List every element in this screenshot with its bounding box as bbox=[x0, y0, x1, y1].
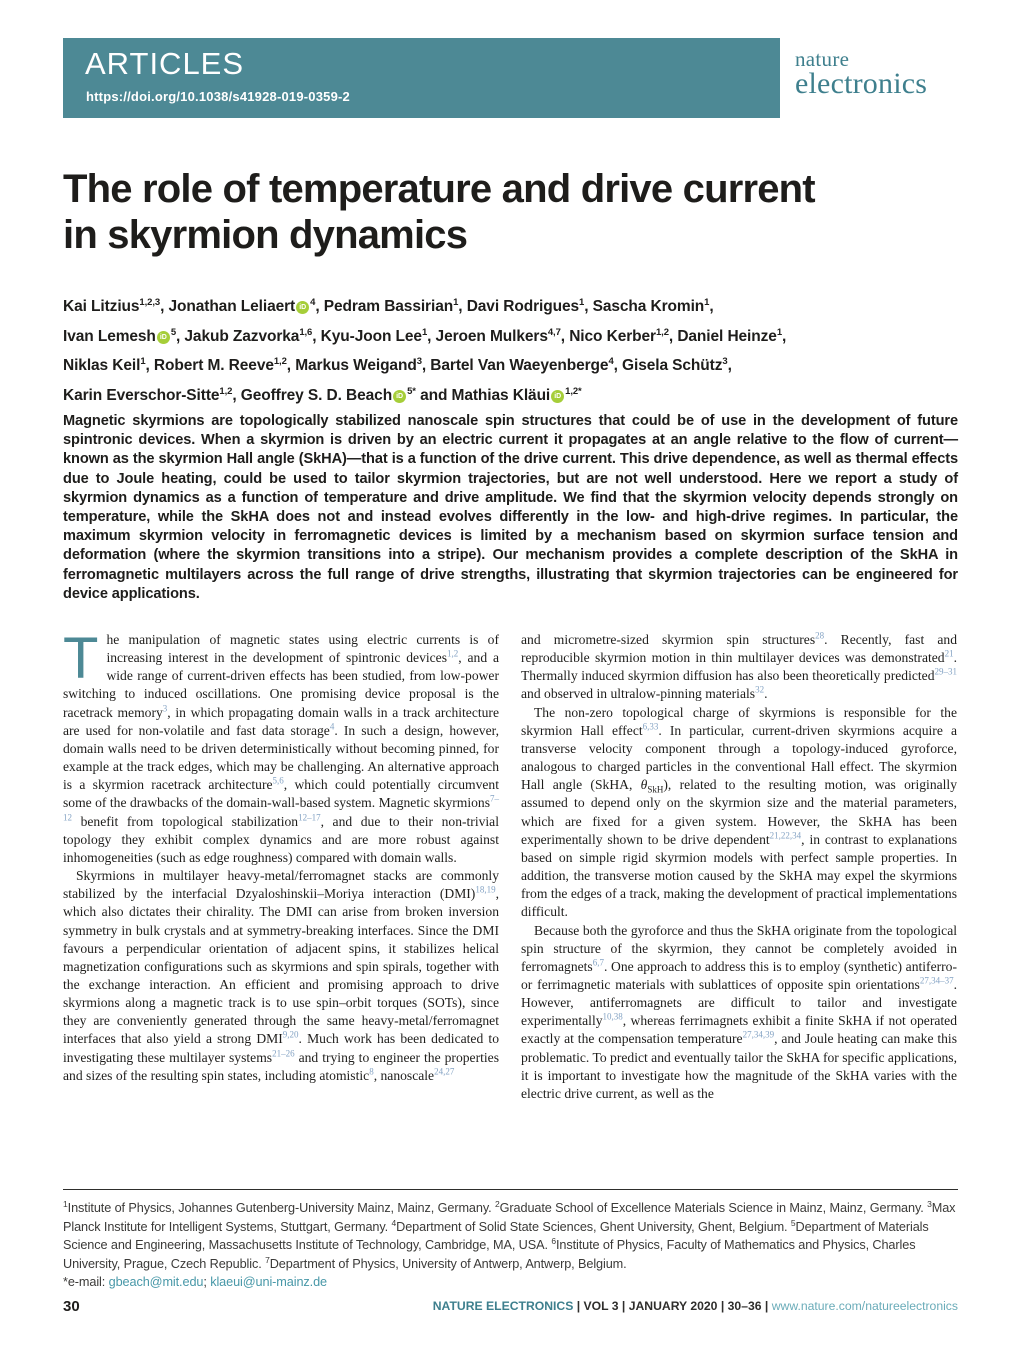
title-line-2: in skyrmion dynamics bbox=[63, 213, 468, 257]
page-title bbox=[63, 166, 958, 258]
body-columns bbox=[63, 631, 958, 1164]
email-line bbox=[63, 1273, 958, 1292]
title-line-1: The role of temperature and drive current bbox=[63, 167, 815, 211]
affiliations-footnote bbox=[63, 1199, 958, 1292]
footer-journal-url[interactable]: www.nature.com/natureelectronics bbox=[771, 1299, 958, 1313]
body-paragraph: and micrometre-sized skyrmion spin structures$^{28}$. Recently, fast and reproducible skyrmion motion in thin multilayer devices was demonstrated$^{21}$. Thermally induced skyrmion diffusion has also been theoretically predicted$^{29-31}$ and observed in ultralow-pinning materials$^{32}$. bbox=[521, 631, 957, 702]
orcid-icon: iD bbox=[296, 301, 309, 314]
body-column-left bbox=[63, 631, 499, 1164]
email-link-gbeach[interactable]: gbeach@mit.edu bbox=[108, 1275, 204, 1290]
footer-meta bbox=[433, 1299, 958, 1313]
body-paragraph bbox=[63, 631, 499, 867]
drop-cap: T bbox=[63, 631, 99, 691]
paragraph-text: he manipulation of magnetic states using electric currents is of increasing interest in the development of spintronic devices$^{1,2}$, and a wide range of current-driven effects has been studied, from low-power switching to induced oscillations. One promising device proposal is the racetrack memory$^3$, in which propagating domain walls in a track architecture are used for non-volatile and fast data storage$^4$. In such a design, however, domain walls need to be driven deterministically without becoming pinned, for example at the track edges, which may be challenging. An alternative approach is a skyrmion racetrack architecture$^{5,6}$, which could potentially circumvent some of the drawbacks of the domain-wall-based system. Magnetic skyrmions$^{7-12}$ benefit from topological stabilization$^{12-17}$, and due to their non-trivial topology they exhibit complex dynamics and are more robust against inhomogeneities (such as edge roughness) compared with domain walls. bbox=[63, 632, 499, 865]
orcid-icon: iD bbox=[157, 331, 170, 344]
article-type-label: ARTICLES bbox=[85, 46, 245, 81]
affiliations-text: $^1$Institute of Physics, Johannes Gutenberg-University Mainz, Mainz, Germany. $^2$Graduate School of Excellence Materials Science in Mainz, Mainz, Germany. $^3$Max Planck Institute for Intelligent Systems, Stuttgart, Germany. $^4$Department of Solid State Sciences, Ghent University, Ghent, Belgium. $^5$Department of Materials Science and Engineering, Massachusetts Institute of Technology, Cambridge, MA, USA. $^6$Institute of Physics, Faculty of Mathematics and Physics, Charles University, Prague, Czech Republic. $^7$Department of Physics, University of Antwerp, Antwerp, Belgium. bbox=[63, 1198, 956, 1271]
header-band bbox=[63, 38, 958, 118]
author-line: Niklas Keil$^1$, Robert M. Reeve$^{1,2}$, Markus Weigand$^3$, Bartel Van Waeyenberge$^4$, Gisela Schütz$^3$, bbox=[63, 356, 732, 375]
author-line: Ivan Lemesh iD $^5$, Jakub Zazvorka$^{1,6}$, Kyu-Joon Lee$^1$, Jeroen Mulkers$^{4,7}$, Nico Kerber$^{1,2}$, Daniel Heinze$^1$, bbox=[63, 326, 787, 345]
page-number: 30 bbox=[63, 1298, 80, 1315]
author-line: Karin Everschor-Sitte$^{1,2}$, Geoffrey S. D. Beach iD $^{5*}$ and Mathias Kläui iD $^{1,2*}$ bbox=[63, 385, 582, 405]
abstract: Magnetic skyrmions are topologically stabilized nanoscale spin structures that could be of use in the development of future spintronic devices. When a skyrmion is driven by an electric current it propagates at an angle relative to the flow of current—known as the skyrmion Hall angle (SkHA)—that is a function of the drive current. This drive dependence, as well as thermal effects due to Joule heating, could be used to tailor skyrmion trajectories, but are not well understood. Here we report a study of skyrmion dynamics as a function of temperature and drive amplitude. We find that the skyrmion velocity depends strongly on temperature, while the SkHA does not and instead evolves differently in the low- and high-drive regimes. In particular, the maximum skyrmion velocity in ferromagnetic devices is limited by a mechanism based on skyrmion surface tension and deformation (where the skyrmion transitions into a stripe). Our mechanism provides a complete description of the SkHA in ferromagnetic multilayers across the full range of drive strengths, illustrating that skyrmion trajectories can be engineered for device applications. bbox=[63, 413, 958, 602]
orcid-icon: iD bbox=[551, 390, 564, 403]
orcid-icon: iD bbox=[393, 390, 406, 403]
footer-issue-info: | VOL 3 | JANUARY 2020 | 30–36 | bbox=[573, 1299, 772, 1313]
email-link-klaeui[interactable]: klaeui@uni-mainz.de bbox=[210, 1275, 327, 1290]
author-list bbox=[63, 290, 958, 409]
body-paragraph: Because both the gyroforce and thus the SkHA originate from the topological spin structure of the skyrmion, they cannot be completely avoided in ferromagnets$^{6,7}$. One approach to address this is to employ (synthetic) antiferro- or ferrimagnetic materials with sublattices of opposite spin orientations$^{27,34-37}$. However, antiferromagnets are difficult to tailor and investigate experimentally$^{10,38}$, whereas ferrimagnets exhibit a finite SkHA if not operated exactly at the compensation temperature$^{27,34,39}$, and Joule heating can make this problematic. To predict and eventually tailor the SkHA for specific applications, it is important to investigate how the magnitude of the SkHA varies with the electric drive current, as well as the bbox=[521, 922, 957, 1101]
body-paragraph: Skyrmions in multilayer heavy-metal/ferromagnet stacks are commonly stabilized by the interfacial Dzyaloshinskii–Moriya interaction (DMI)$^{18,19}$, which also dictates their chirality. The DMI can arise from broken inversion symmetry in bulk crystals and at symmetry-breaking interfaces. Since the DMI favours a perpendicular orientation of adjacent spins, it stabilizes helical magnetization configurations such as skyrmions and spin spirals, together with the exchange interaction. An efficient and promising approach to drive skyrmions along a magnetic track is to use spin–orbit torques (SOTs), since they are conveniently generated through the same heavy-metal/ferromagnet interfaces that also yield a strong DMI$^{9,20}$. Much work has been dedicated to investigating these multilayer systems$^{21-26}$ and trying to engineer the properties and sizes of the resulting spin states, including atomistic$^8$, nanoscale$^{24,27}$ bbox=[63, 868, 499, 1083]
footer-journal-name: NATURE ELECTRONICS bbox=[432, 1299, 574, 1313]
body-paragraph: The non-zero topological charge of skyrmions is responsible for the skyrmion Hall effect$^{6,33}$. In particular, current-driven skyrmions acquire a transverse velocity component through a topology-induced gyroforce, analogous to charged particles in the conventional Hall effect. The skyrmion Hall angle (SkHA, $\theta_{SkH}$), related to the resulting motion, was originally assumed to depend only on the skyrmion size and the material parameters, which are fixed for a given system. However, the SkHA has been experimentally shown to be drive dependent$^{21,22,34}$, in contrast to explanations based on simple rigid skyrmion models with perfect sample properties. In addition, the transverse motion caused by the SkHA may expel the skyrmions from the edges of a track, making the development of practical implementations difficult. bbox=[521, 704, 957, 920]
journal-logo bbox=[780, 35, 958, 124]
journal-logo-electronics: electronics bbox=[795, 67, 928, 100]
email-label: *e-mail: bbox=[63, 1275, 109, 1290]
body-column-right bbox=[521, 631, 957, 1164]
doi-text: https://doi.org/10.1038/s41928-019-0359-2 bbox=[86, 89, 350, 104]
author-line: Kai Litzius$^{1,2,3}$, Jonathan Leliaert iD $^4$, Pedram Bassirian$^1$, Davi Rodrigues$^1$, Sascha Kromin$^1$, bbox=[63, 297, 714, 316]
email-separator: ; bbox=[203, 1275, 211, 1290]
journal-logo-nature: nature bbox=[795, 47, 850, 71]
footnote-divider bbox=[63, 1189, 958, 1190]
